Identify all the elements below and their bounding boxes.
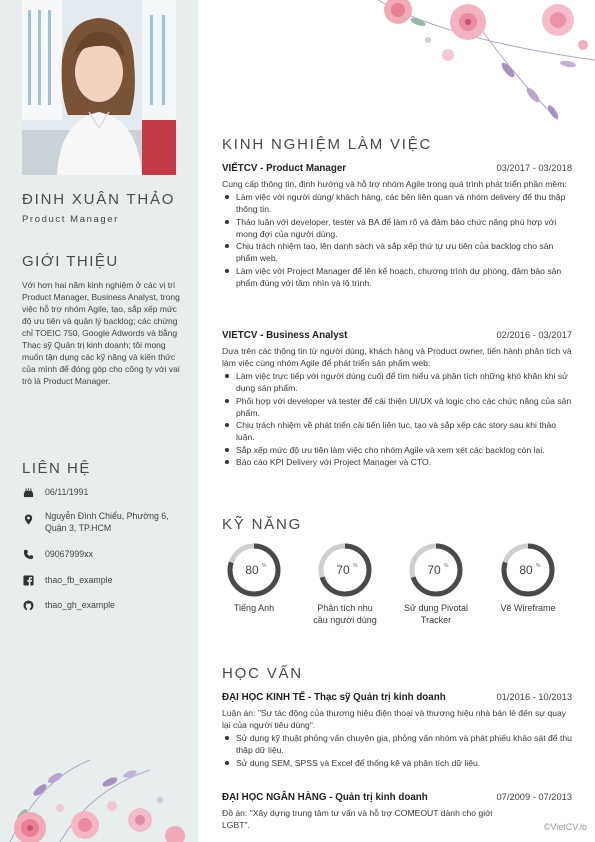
github-icon <box>22 599 34 611</box>
skill-label: Tiếng Anh <box>233 603 275 613</box>
skill-percent-unit: % <box>353 563 358 569</box>
floral-decoration-bottom <box>0 720 198 842</box>
phone-text: 09067999xx <box>45 549 93 559</box>
credit-watermark: ©VietCV.io <box>543 822 587 832</box>
profile-photo <box>22 0 176 175</box>
list-item: Thảo luận với developer, tester và BA để làm rõ và đảm bảo chức năng phù hợp với mong đợi của người dùng. <box>222 216 572 240</box>
contact-address <box>22 510 187 534</box>
list-item: Sử dụng kỹ thuật phỏng vấn chuyên gia, phỏng vấn nhóm và phát phiếu khảo sát để thu thập dữ liệu. <box>222 732 572 756</box>
skill-ring <box>317 542 373 598</box>
job-entry-1 <box>222 162 572 289</box>
location-pin-icon <box>22 513 34 525</box>
intro-text: Với hơn hai năm kinh nghiệm ở các vị trí Product Manager, Business Analyst, trong việc hỗ trợ nhóm Agile, tạo, sắp xếp mức độ ưu tiên và quản lý backlog; các chứng chỉ TOEIC 750, Google Adwords và bằng Thạc sỹ Quản trị kinh doanh; tôi mong muốn tận dụng các kỹ năng và kiến thức của mình để đóng góp cho công ty với vai trò là Product Manager. <box>22 280 180 386</box>
birthday-text: 06/11/1991 <box>45 487 89 497</box>
job-bullets <box>222 191 572 289</box>
contact-heading: LIÊN HỆ <box>22 460 91 477</box>
contact-facebook[interactable] <box>22 574 187 586</box>
education-title: ĐẠI HỌC KINH TẾ - Thạc sỹ Quản trị kinh doanh <box>222 692 446 703</box>
skill-percent-unit: % <box>536 563 541 569</box>
skill-label: Phân tích nhu cầu người dùng <box>313 603 377 625</box>
skill-percent-unit: % <box>444 563 449 569</box>
skill-ring <box>226 542 282 598</box>
education-date: 07/2009 - 07/2013 <box>496 792 572 802</box>
github-text[interactable]: thao_gh_example <box>45 600 115 610</box>
skill-percent: 70 <box>336 563 350 577</box>
skill-ring <box>500 542 556 598</box>
education-description: Đồ án: "Xây dựng trung tâm tư vấn và hỗ trợ COMEOUT dành cho giới LGBT". <box>222 808 493 830</box>
education-title: ĐẠI HỌC NGÂN HÀNG - Quản trị kinh doanh <box>222 792 428 803</box>
list-item: Làm việc với người dùng/ khách hàng, các bên liên quan và nhóm delivery để thu thập thông tin. <box>222 191 572 215</box>
list-item: Sắp xếp mức độ ưu tiên làm việc cho nhóm Agile và xem xét các backlog còn lại. <box>222 444 572 456</box>
main-content <box>198 0 595 842</box>
list-item: Sử dụng SEM, SPSS và Excel để thống kê và phân tích dữ liệu. <box>222 757 572 769</box>
education-date: 01/2016 - 10/2013 <box>496 692 572 702</box>
list-item: Làm việc trực tiếp với người dùng cuối để tìm hiểu và phân tích những khó khăn khi sử dụng sản phẩm. <box>222 370 572 394</box>
skill-percent-unit: % <box>262 563 267 569</box>
contact-phone <box>22 548 187 560</box>
skill-percent: 80 <box>245 563 259 577</box>
sidebar <box>0 0 198 842</box>
education-entry-1 <box>222 691 572 769</box>
skill-label: Sử dụng Pivotal Tracker <box>403 603 469 625</box>
skill-label: Vẽ Wireframe <box>500 603 556 613</box>
skills-heading: KỸ NĂNG <box>222 516 303 533</box>
experience-heading: KINH NGHIỆM LÀM VIỆC <box>222 136 433 153</box>
contact-github[interactable] <box>22 599 187 611</box>
skill-item <box>309 542 381 626</box>
job-title: VIẾTCV - Product Manager <box>222 163 347 174</box>
profile-name: ĐINH XUÂN THẢO <box>22 191 176 208</box>
floral-decoration-top <box>358 0 595 125</box>
education-entry-2 <box>222 791 572 831</box>
facebook-text[interactable]: thao_fb_example <box>45 575 113 585</box>
job-description: Dựa trên các thông tin từ người dùng, khách hàng và Product owner, tiến hành phân tích và làm việc cùng nhóm Agile để phát triển sản phẩm web: <box>222 346 572 368</box>
skill-item <box>218 542 290 614</box>
profile-photo-image <box>22 0 176 175</box>
job-date: 02/2016 - 03/2017 <box>496 330 572 340</box>
education-bullets <box>222 732 572 769</box>
list-item: Báo cáo KPI Delivery với Project Manager và CTO. <box>222 456 572 468</box>
job-bullets <box>222 370 572 468</box>
job-date: 03/2017 - 03/2018 <box>496 163 572 173</box>
contact-birthday <box>22 486 187 498</box>
profile-role: Product Manager <box>22 214 119 225</box>
intro-heading: GIỚI THIỆU <box>22 253 119 270</box>
list-item: Làm việc với Project Manager để lên kế hoạch, chương trình dự phòng, đảm bảo sản phẩm đúng với tầm nhìn và lộ trình. <box>222 265 572 289</box>
list-item: Chịu trách nhiệm tạo, lên danh sách và sắp xếp thứ tự ưu tiên của backlog cho sản phẩm web. <box>222 240 572 264</box>
cake-icon <box>22 486 34 498</box>
skill-item <box>400 542 472 626</box>
list-item: Chịu trách nhiệm về phát triển cải tiến liên tục, tạo và sắp xếp các story sau khi thảo luận. <box>222 419 572 443</box>
job-description: Cung cấp thông tin, định hướng và hỗ trợ nhóm Agile trong quá trình phát triển phần mềm: <box>222 179 567 189</box>
education-description: Luận án: "Sự tác động của thương hiệu điện thoại và thương hiệu nhà bán lẻ đến sự quay lại của người tiêu dùng". <box>222 708 567 730</box>
skills-grid <box>218 542 578 652</box>
facebook-icon <box>22 574 34 586</box>
list-item: Phối hợp với developer và tester để cải thiện UI/UX và logic cho các chức năng của sản phẩm. <box>222 395 572 419</box>
address-text: Nguyễn Đình Chiểu, Phường 6, Quận 3, TP.HCM <box>45 511 169 533</box>
education-heading: HỌC VẤN <box>222 665 303 682</box>
phone-icon <box>22 548 34 560</box>
skill-percent: 80 <box>519 563 533 577</box>
job-title: VIETCV - Business Analyst <box>222 330 348 341</box>
skill-item <box>492 542 564 614</box>
skill-ring <box>408 542 464 598</box>
skill-percent: 70 <box>427 563 441 577</box>
job-entry-2 <box>222 329 572 469</box>
